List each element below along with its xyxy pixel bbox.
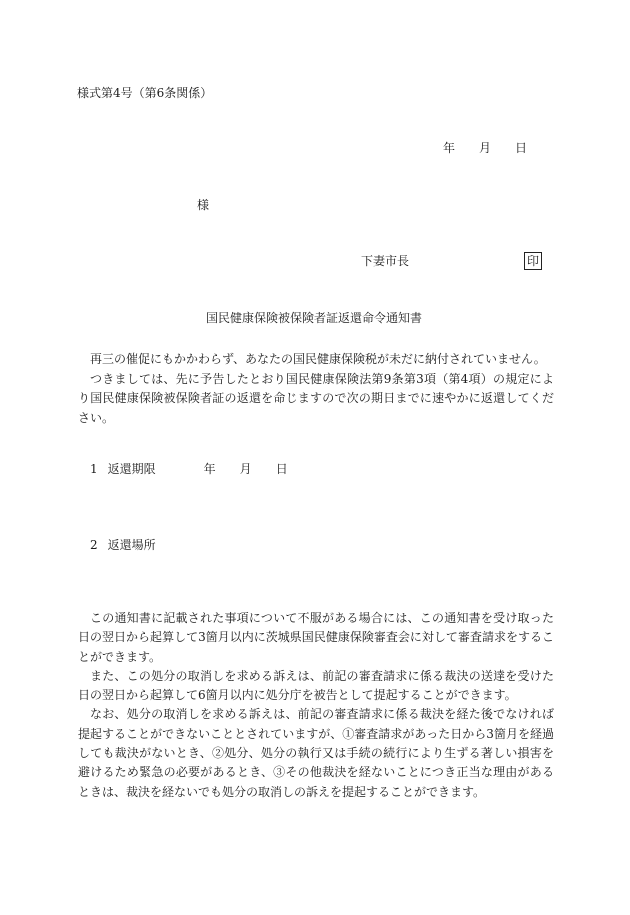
date-line xyxy=(443,142,527,154)
item-return-location xyxy=(90,539,156,551)
item-2-label: 返還場所 xyxy=(107,538,156,552)
intro-paragraph xyxy=(78,350,554,428)
date-year: 年 xyxy=(443,141,456,155)
intro-line-1: 再三の催促にもかかわらず、あなたの国民健康保険税が未だに納付されていません。 xyxy=(90,352,546,366)
item-1-day: 日 xyxy=(275,462,288,476)
intro-line-2: つきましては、先に予告したとおり国民健康保険法第9条第3項（第4項）の規定により国民健康保険被保険者証の返還を命じますので次の期日までに速やかに返還してください。 xyxy=(78,371,554,425)
item-2-number: 2 xyxy=(90,538,98,552)
date-month: 月 xyxy=(479,141,492,155)
addressee-suffix: 様 xyxy=(197,198,210,212)
notice-paragraph-3: なお、処分の取消しを求める訴えは、前記の審査請求に係る裁決を経た後でなければ提起することができないこととされていますが、①審査請求があった日から3箇月を経過しても裁決がないとき、②処分、処分の執行又は手続の続行により生ずる著しい損害を避けるため緊急の必要があるとき、③その他裁決を経ないことにつき正当な理由があるときは、裁決を経ないでも処分の取消しの訴えを提起することができます。 xyxy=(78,707,554,799)
item-1-label: 返還期限 xyxy=(107,462,156,476)
date-day: 日 xyxy=(515,141,528,155)
item-1-month: 月 xyxy=(239,462,252,476)
notice-paragraph-2: また、この処分の取消しを求める訴えは、前記の審査請求に係る裁決の送達を受けた日の翌日から起算して6箇月以内に処分庁を被告として提起することができます。 xyxy=(78,668,554,703)
item-1-year: 年 xyxy=(203,462,216,476)
notice-paragraph-1: この通知書に記載された事項について不服がある場合には、この通知書を受け取った日の翌日から起算して3箇月以内に茨城県国民健康保険審査会に対して審査請求をすることができます。 xyxy=(78,611,554,664)
form-number: 様式第4号（第6条関係） xyxy=(77,86,213,100)
item-1-number: 1 xyxy=(90,462,98,476)
seal-mark-text: 印 xyxy=(524,252,542,270)
document-title: 国民健康保険被保険者証返還命令通知書 xyxy=(206,311,423,325)
issuer-name: 下妻市長 xyxy=(361,254,410,268)
seal-mark xyxy=(524,252,542,270)
item-return-deadline xyxy=(90,463,288,475)
appeal-notice xyxy=(78,609,554,802)
